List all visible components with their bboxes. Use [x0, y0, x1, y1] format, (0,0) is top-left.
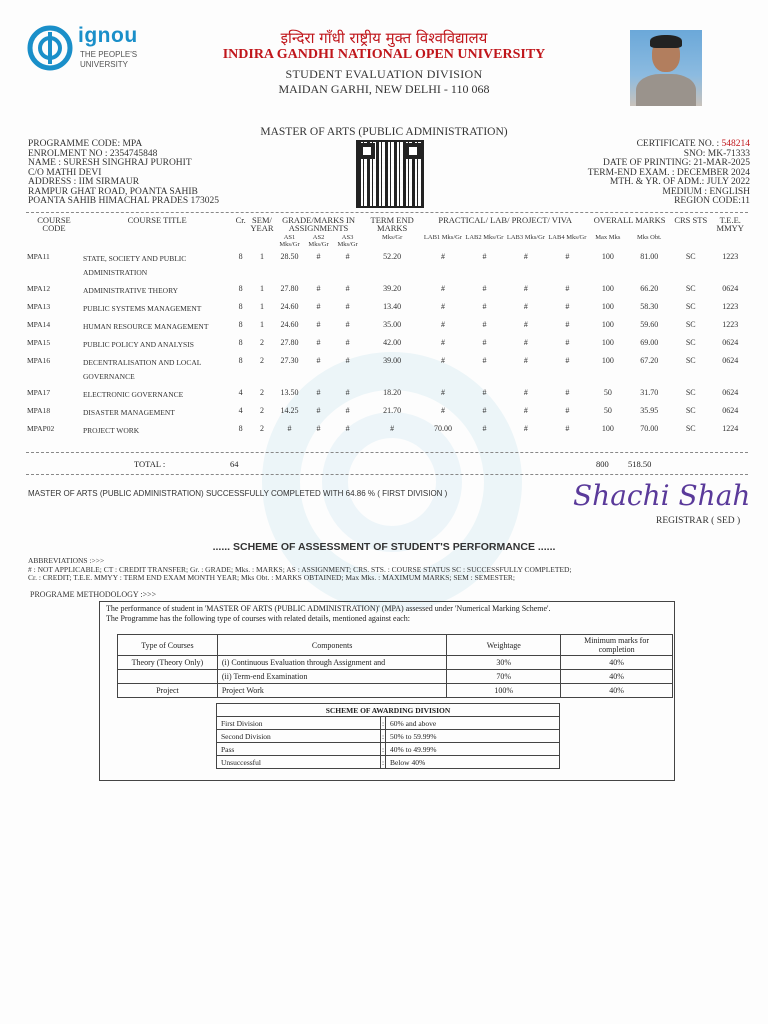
assignment-1: 13.50 [280, 388, 299, 397]
table-row [26, 352, 750, 384]
course-code: MPA16 [27, 356, 51, 365]
max-marks: 100 [601, 338, 614, 347]
divider [26, 212, 748, 213]
course-code: MPA12 [27, 284, 51, 293]
marks-obtained: 31.70 [640, 388, 659, 397]
assignment-3: # [345, 388, 350, 397]
meth-cell: 100% [447, 684, 561, 698]
assignment-2: # [316, 284, 321, 293]
student-photo [630, 30, 702, 106]
marks-table [26, 216, 750, 438]
assignment-1: 28.50 [280, 252, 299, 261]
total-credits: 64 [230, 459, 239, 469]
lab-3: # [523, 302, 528, 311]
lab-1: # [440, 356, 445, 365]
methodology-heading: PROGRAME METHODOLOGY :>>> [30, 590, 157, 599]
lab-1: # [440, 302, 445, 311]
course-code: MPA11 [27, 252, 50, 261]
university-name-hindi: इन्दिरा गाँधी राष्ट्रीय मुक्त विश्वविद्यालय [280, 29, 488, 47]
max-marks: 100 [601, 284, 614, 293]
logo-tagline-line2: UNIVERSITY [80, 60, 129, 69]
lab-1: # [440, 320, 445, 329]
table-row [26, 280, 750, 298]
student-details [28, 140, 338, 207]
assignment-2: # [316, 406, 321, 415]
lab-2: # [482, 356, 487, 365]
subheader: LAB2 Mks/Gr [465, 234, 504, 241]
table-row [118, 656, 673, 670]
meth-cell: 40% [561, 684, 673, 698]
meth-cell [118, 670, 218, 684]
term-end-marks: 35.00 [383, 320, 402, 329]
table-row [217, 730, 560, 743]
lab-3: # [523, 284, 528, 293]
award-cell: Pass [217, 743, 381, 756]
course-status: SC [685, 252, 696, 261]
assignment-3: # [345, 424, 350, 433]
student-line: ADDRESS : IIM SIRMAUR [28, 177, 140, 187]
course-title: PROJECT WORK [83, 426, 140, 435]
abbreviations-line: # : NOT APPLICABLE; CT : CREDIT TRANSFER; Gr. : GRADE; Mks. : MARKS; AS : ASSIGNMENT; CRS. STS. : COURSE STATUS SC : SUCCESSFULLY COMPLETED; [28, 564, 572, 574]
course-title: DISASTER MANAGEMENT [83, 408, 175, 417]
course-status: SC [685, 284, 696, 293]
subheader: LAB1 Mks/Gr [423, 234, 463, 241]
credit: 8 [238, 284, 243, 293]
meth-cell: 30% [447, 656, 561, 670]
assignment-3: # [345, 320, 350, 329]
table-row [26, 334, 750, 352]
course-status: SC [685, 388, 696, 397]
lab-2: # [482, 302, 487, 311]
meth-cell: Theory (Theory Only) [118, 656, 218, 670]
marks-obtained: 67.20 [640, 356, 659, 365]
term-end-marks: 39.20 [383, 284, 402, 293]
semester: 1 [259, 320, 264, 329]
scheme-title: ...... SCHEME OF ASSESSMENT OF STUDENT'S PERFORMANCE ...... [212, 541, 556, 553]
certificate-line: MEDIUM : ENGLISH [662, 186, 750, 197]
meth-cell: Project Work [217, 684, 447, 698]
tee-mmyy: 0624 [722, 284, 739, 293]
table-row [26, 420, 750, 438]
max-marks: 50 [603, 388, 612, 397]
certificate-number: 548214 [721, 139, 750, 149]
lab-1: # [440, 406, 445, 415]
award-cell: : [381, 718, 385, 728]
course-title: ADMINISTRATIVE THEORY [83, 286, 179, 295]
term-end-marks: # [390, 424, 395, 433]
tee-mmyy: 1224 [722, 424, 739, 433]
table-row [217, 743, 560, 756]
assignment-2: # [316, 388, 321, 397]
term-end-marks: 52.20 [383, 252, 402, 261]
assignment-2: # [316, 320, 321, 329]
award-cell: 40% to 49.99% [386, 743, 560, 756]
course-code: MPA18 [27, 406, 51, 415]
course-title: ELECTRONIC GOVERNANCE [83, 390, 184, 399]
semester: 2 [259, 388, 264, 397]
max-marks: 100 [601, 302, 614, 311]
certificate-line: MTH. & YR. OF ADM.: JULY 2022 [609, 177, 750, 187]
certificate-details [500, 140, 750, 207]
subheader: Max Mks [595, 234, 621, 241]
certificate-line: TERM-END EXAM. : DECEMBER 2024 [587, 167, 750, 178]
total-marks-obtained: 518.50 [628, 459, 652, 469]
marks-obtained: 35.95 [640, 406, 659, 415]
course-title: PUBLIC SYSTEMS MANAGEMENT [83, 304, 202, 313]
meth-cell: 40% [561, 670, 673, 684]
lab-4: # [565, 388, 570, 397]
assignment-2: # [316, 252, 321, 261]
award-cell: 60% and above [386, 717, 560, 730]
semester: 2 [259, 424, 264, 433]
meth-cell: (i) Continuous Evaluation through Assignment and [217, 656, 447, 670]
course-code: MPA14 [27, 320, 51, 329]
course-status: SC [685, 406, 696, 415]
university-name: INDIRA GANDHI NATIONAL OPEN UNIVERSITY [222, 47, 546, 62]
logo-tagline-line1: THE PEOPLE'S [80, 50, 138, 59]
tee-mmyy: 1223 [722, 320, 739, 329]
table-row [217, 717, 560, 730]
logo-wordmark: ignou [78, 24, 138, 47]
table-row [118, 670, 673, 684]
student-line: RAMPUR GHAT ROAD, POANTA SAHIB [28, 186, 198, 197]
divider [26, 474, 748, 475]
meth-cell: 70% [447, 670, 561, 684]
assignment-1: 24.60 [280, 302, 299, 311]
table-row [118, 684, 673, 698]
division-name: STUDENT EVALUATION DIVISION [285, 67, 483, 81]
course-title: STATE, SOCIETY AND PUBLIC ADMINISTRATION [83, 254, 187, 277]
semester: 1 [259, 284, 264, 293]
assignment-3: # [345, 406, 350, 415]
col-assignments: GRADE/MARKS IN ASSIGNMENTS [282, 215, 356, 233]
assignment-3: # [345, 302, 350, 311]
registrar-signature: Shachi Shah [573, 479, 751, 512]
max-marks: 100 [601, 252, 614, 261]
lab-2: # [482, 252, 487, 261]
col-term-end: TERM END MARKS [370, 215, 414, 233]
certificate-line: REGION CODE:11 [674, 196, 750, 206]
max-marks: 100 [601, 356, 614, 365]
subheader: AS2 Mks/Gr [308, 234, 329, 248]
assignment-3: # [345, 284, 350, 293]
assignment-1: 27.30 [280, 356, 299, 365]
credit: 8 [238, 320, 243, 329]
course-status: SC [685, 320, 696, 329]
lab-3: # [523, 356, 528, 365]
award-cell: : [381, 731, 385, 741]
course-status: SC [685, 356, 696, 365]
assignment-3: # [345, 356, 350, 365]
meth-header: Components [217, 635, 447, 656]
marks-obtained: 58.30 [640, 302, 659, 311]
lab-1: # [440, 388, 445, 397]
lab-2: # [482, 284, 487, 293]
award-cell: : [381, 744, 385, 754]
assignment-1: 27.80 [280, 284, 299, 293]
award-cell: Below 40% [386, 756, 560, 769]
lab-3: # [523, 338, 528, 347]
term-end-marks: 42.00 [383, 338, 402, 347]
subheader: LAB3 Mks/Gr [506, 234, 545, 241]
subheader: Mks Obt. [637, 234, 662, 241]
tee-mmyy: 1223 [722, 302, 739, 311]
lab-3: # [523, 388, 528, 397]
marks-obtained: 59.60 [640, 320, 659, 329]
tee-mmyy: 0624 [722, 356, 739, 365]
lab-2: # [482, 320, 487, 329]
award-cell: Second Division [217, 730, 381, 743]
credit: 8 [238, 356, 243, 365]
programme-title: MASTER OF ARTS (PUBLIC ADMINISTRATION) [260, 126, 508, 138]
meth-header: Type of Courses [118, 635, 218, 656]
subheader: Mks/Gr [382, 234, 403, 241]
table-row [26, 384, 750, 402]
methodology-intro-line: The performance of student in 'MASTER OF ARTS (PUBLIC ADMINISTRATION)' (MPA) assessed under 'Numerical Marking Scheme'. [106, 604, 551, 613]
credit: 4 [238, 406, 243, 415]
tee-mmyy: 0624 [722, 338, 739, 347]
certificate-line: SNO: MK-71333 [683, 148, 750, 159]
marks-obtained: 66.20 [640, 284, 659, 293]
meth-cell: (ii) Term-end Examination [217, 670, 447, 684]
semester: 2 [259, 406, 264, 415]
assignment-2: # [316, 338, 321, 347]
col-crs-sts: CRS STS [674, 215, 708, 225]
subheader: AS3 Mks/Gr [337, 234, 358, 248]
lab-1: # [440, 252, 445, 261]
col-tee-mmyy: T.E.E. MMYY [716, 215, 744, 233]
abbreviations [28, 557, 738, 583]
credit: 8 [238, 302, 243, 311]
methodology-intro-line: The Programme has the following type of courses with related details, mentioned against each: [106, 613, 410, 623]
credit: 8 [238, 252, 243, 261]
award-cell: First Division [217, 717, 381, 730]
table-row [26, 248, 750, 280]
max-marks: 100 [601, 320, 614, 329]
semester: 2 [259, 356, 264, 365]
course-code: MPA15 [27, 338, 51, 347]
assignment-1: 14.25 [280, 406, 299, 415]
col-overall: OVERALL MARKS [593, 215, 666, 225]
marks-obtained: 81.00 [640, 252, 659, 261]
course-title: DECENTRALISATION AND LOCAL GOVERNANCE [83, 358, 202, 381]
award-cell: : [381, 757, 385, 767]
meth-cell: 40% [561, 656, 673, 670]
assignment-1: 24.60 [280, 320, 299, 329]
tee-mmyy: 0624 [722, 388, 739, 397]
qr-code [356, 140, 424, 208]
course-status: SC [685, 302, 696, 311]
col-course-code: COURSE CODE [37, 215, 71, 233]
awarding-division-table [216, 703, 560, 769]
abbreviations-line: Cr. : CREDIT; T.E.E. MMYY : TERM END EXAM MONTH YEAR; Mks Obt. : MARKS OBTAINED; Max Mks. : MAXIMUM MARKS; SEM : SEMESTER; [28, 573, 516, 582]
semester: 1 [259, 252, 264, 261]
lab-4: # [565, 284, 570, 293]
lab-1: 70.00 [433, 424, 452, 433]
term-end-marks: 13.40 [383, 302, 402, 311]
student-line: C/O MATHI DEVI [28, 167, 102, 178]
lab-4: # [565, 406, 570, 415]
lab-1: # [440, 338, 445, 347]
course-code: MPA17 [27, 388, 51, 397]
lab-4: # [565, 252, 570, 261]
assignment-2: # [316, 302, 321, 311]
lab-2: # [482, 388, 487, 397]
subheader: LAB4 Mks/Gr [548, 234, 587, 241]
result-summary: MASTER OF ARTS (PUBLIC ADMINISTRATION) SUCCESSFULLY COMPLETED WITH 64.86 % ( FIRST DIVISION ) [28, 489, 448, 498]
lab-4: # [565, 356, 570, 365]
table-row [26, 316, 750, 334]
col-practical: PRACTICAL/ LAB/ PROJECT/ VIVA [438, 215, 572, 225]
student-line: ENROLMENT NO : 2354745848 [28, 148, 158, 159]
table-row [26, 402, 750, 420]
registrar-title: REGISTRAR ( SED ) [656, 516, 741, 526]
col-credit: Cr. [235, 215, 246, 225]
assignment-1: # [287, 424, 292, 433]
university-address: MAIDAN GARHI, NEW DELHI - 110 068 [278, 82, 490, 96]
term-end-marks: 18.20 [383, 388, 402, 397]
semester: 1 [259, 302, 264, 311]
student-line: NAME : SURESH SINGHRAJ PUROHIT [28, 158, 192, 168]
table-row [26, 298, 750, 316]
col-course-title: COURSE TITLE [127, 215, 187, 225]
lab-2: # [482, 406, 487, 415]
lab-4: # [565, 302, 570, 311]
tee-mmyy: 1223 [722, 252, 739, 261]
assignment-3: # [345, 338, 350, 347]
meth-cell: Project [118, 684, 218, 698]
max-marks: 50 [603, 406, 612, 415]
marks-obtained: 70.00 [640, 424, 659, 433]
lab-3: # [523, 320, 528, 329]
lab-4: # [565, 424, 570, 433]
methodology-intro [106, 604, 551, 623]
credit: 8 [238, 338, 243, 347]
semester: 2 [259, 338, 264, 347]
course-status: SC [685, 338, 696, 347]
total-label: TOTAL : [134, 459, 166, 469]
lab-3: # [523, 252, 528, 261]
term-end-marks: 39.00 [383, 356, 402, 365]
lab-3: # [523, 424, 528, 433]
assignment-3: # [345, 252, 350, 261]
subheader: AS1 Mks/Gr [279, 234, 300, 248]
credit: 4 [238, 388, 243, 397]
award-title: SCHEME OF AWARDING DIVISION [217, 704, 560, 717]
total-max-marks: 800 [596, 459, 609, 469]
course-code: MPA13 [27, 302, 51, 311]
certificate-line: DATE OF PRINTING: 21-MAR-2025 [603, 158, 750, 168]
tee-mmyy: 0624 [722, 406, 739, 415]
lab-2: # [482, 424, 487, 433]
meth-header: Minimum marks for completion [561, 635, 673, 656]
assignment-2: # [316, 424, 321, 433]
lab-1: # [440, 284, 445, 293]
award-cell: 50% to 59.99% [386, 730, 560, 743]
student-line: POANTA SAHIB HIMACHAL PRADES 173025 [28, 196, 220, 206]
term-end-marks: 21.70 [383, 406, 402, 415]
lab-4: # [565, 338, 570, 347]
course-title: HUMAN RESOURCE MANAGEMENT [83, 322, 209, 331]
col-sem: SEM/ YEAR [250, 215, 274, 233]
divider [26, 452, 748, 453]
max-marks: 100 [601, 424, 614, 433]
meth-header: Weightage [447, 635, 561, 656]
credit: 8 [238, 424, 243, 433]
lab-3: # [523, 406, 528, 415]
course-title: PUBLIC POLICY AND ANALYSIS [83, 340, 194, 349]
assignment-2: # [316, 356, 321, 365]
methodology-table [117, 634, 673, 698]
lab-2: # [482, 338, 487, 347]
assignment-1: 27.80 [280, 338, 299, 347]
student-line: PROGRAMME CODE: MPA [28, 139, 143, 149]
lab-4: # [565, 320, 570, 329]
certificate-label: CERTIFICATE NO. : [636, 139, 722, 149]
course-code: MPAP02 [27, 424, 55, 433]
abbreviations-heading: ABBREVIATIONS :>>> [28, 556, 105, 565]
award-cell: Unsuccessful [217, 756, 381, 769]
marks-obtained: 69.00 [640, 338, 659, 347]
table-row [217, 756, 560, 769]
course-status: SC [685, 424, 696, 433]
